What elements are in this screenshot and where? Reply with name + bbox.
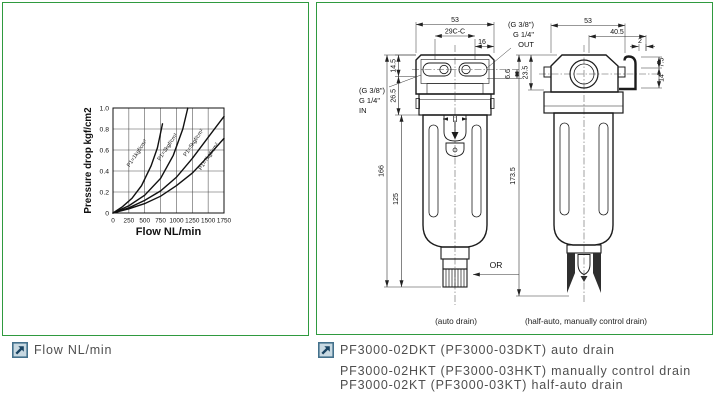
side-dim-7-5: 7.5 bbox=[658, 57, 666, 68]
footer-flow-link[interactable] bbox=[12, 342, 112, 358]
down-arrow bbox=[452, 132, 459, 140]
side-shoulder-right bbox=[618, 67, 625, 77]
in-port-line1: (G 3/8") bbox=[359, 86, 386, 95]
side-dim-14: 14 bbox=[658, 74, 666, 82]
series-label-3: P1=5kgf/cm² bbox=[182, 128, 206, 158]
x-tick-label: 250 bbox=[123, 217, 135, 225]
x-tick-label: 1750 bbox=[216, 217, 232, 225]
y-tick-label: 1.0 bbox=[99, 105, 109, 113]
out-port-line3: OUT bbox=[518, 40, 534, 49]
x-tick-label: 500 bbox=[139, 217, 151, 225]
x-tick-label: 0 bbox=[111, 217, 115, 225]
side-dim-2: 2 bbox=[638, 38, 642, 45]
front-caption: (auto drain) bbox=[435, 317, 477, 326]
y-tick-label: 0.4 bbox=[99, 168, 109, 176]
front-dim-26-5: 26.5 bbox=[390, 88, 398, 103]
y-tick-label: 0 bbox=[105, 210, 109, 218]
drawing-panel bbox=[316, 2, 713, 335]
in-port-line3: IN bbox=[359, 106, 367, 115]
side-shoulder-left bbox=[544, 67, 551, 77]
x-tick-label: 1000 bbox=[169, 217, 184, 225]
external-link-icon bbox=[12, 342, 28, 358]
front-dim-53: 53 bbox=[451, 17, 459, 24]
front-dim-29cc: 29C-C bbox=[444, 28, 466, 36]
manual-drain-leg-right bbox=[593, 253, 601, 293]
series-label-2: P1=3kgf/cm² bbox=[156, 132, 180, 163]
x-tick-label: 1500 bbox=[201, 217, 216, 225]
front-dim-16: 16 bbox=[478, 39, 486, 46]
side-dim-53: 53 bbox=[584, 18, 592, 25]
side-dim-23-5: 23.5 bbox=[522, 65, 530, 80]
side-sight-slot-left bbox=[560, 123, 569, 215]
footer-model-line1: PF3000-02DKT (PF3000-03DKT) auto drain bbox=[340, 343, 615, 357]
front-sight-slot-right bbox=[472, 125, 481, 217]
y-axis-label: Pressure drop kgf/cm2 bbox=[83, 107, 94, 214]
front-dim-14-5: 14.5 bbox=[390, 58, 398, 73]
footer-flow-label: Flow NL/min bbox=[34, 343, 113, 357]
in-port-line2: G 1/4" bbox=[359, 96, 381, 105]
footer-model-link[interactable] bbox=[318, 342, 615, 358]
out-port-line2: G 1/4" bbox=[512, 30, 534, 39]
x-tick-label: 750 bbox=[155, 217, 166, 225]
series-label-1: P1=1kgf/cm² bbox=[126, 138, 149, 169]
side-sight-slot-right bbox=[599, 123, 608, 215]
pressure-drop-chart bbox=[3, 3, 306, 333]
front-sight-slot-left bbox=[429, 125, 438, 217]
footer-model-line3: PF3000-02KT (PF3000-03KT) half-auto drain bbox=[340, 378, 624, 392]
footer-model-line2: PF3000-02HKT (PF3000-03HKT) manually control drain bbox=[340, 364, 692, 378]
front-dim-6-6: 6.6 bbox=[505, 69, 512, 79]
flow-chart-group bbox=[83, 105, 232, 238]
mounting-bracket bbox=[619, 57, 636, 90]
chart-panel bbox=[2, 2, 309, 336]
x-axis-label: Flow NL/min bbox=[135, 226, 202, 238]
front-dim-125: 125 bbox=[393, 193, 400, 205]
manual-drain-leg-left bbox=[567, 253, 575, 293]
front-dim-166: 166 bbox=[378, 165, 386, 177]
side-bowl bbox=[554, 113, 613, 245]
x-tick-label: 1250 bbox=[185, 217, 200, 225]
y-tick-label: 0.6 bbox=[99, 147, 109, 155]
filter-drawing bbox=[317, 3, 711, 333]
side-dim-173-5: 173.5 bbox=[510, 167, 517, 185]
front-view bbox=[359, 17, 534, 326]
out-port-line1: (G 3/8") bbox=[507, 20, 534, 29]
y-tick-label: 0.8 bbox=[99, 126, 109, 134]
side-caption: (half-auto, manually control drain) bbox=[525, 317, 647, 326]
series-label-4: P1=7kgf/cm² bbox=[197, 142, 221, 172]
side-dim-40-5: 40.5 bbox=[610, 29, 624, 36]
y-tick-label: 0.2 bbox=[99, 189, 109, 197]
manual-drain-tip bbox=[581, 276, 588, 282]
side-collar bbox=[544, 92, 623, 113]
or-label: OR bbox=[489, 260, 503, 270]
external-link-icon bbox=[318, 342, 334, 358]
